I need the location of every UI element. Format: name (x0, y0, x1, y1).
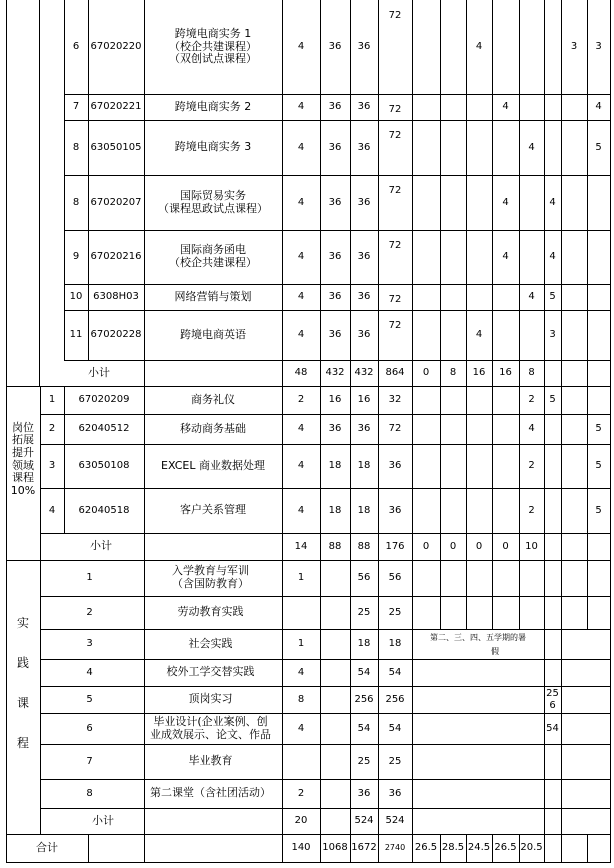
practice-cell: 36 (388, 504, 402, 516)
practice-cell: 32 (388, 394, 402, 406)
theory-cell: 36 (357, 101, 371, 113)
term-hours: 4 (528, 141, 535, 153)
row-number: 4 (86, 666, 93, 678)
subtotal-term: 0 (449, 540, 457, 552)
credit-cell (282, 744, 320, 779)
course-name (139, 686, 282, 713)
course-name (144, 230, 282, 284)
term-hours: 5 (549, 394, 556, 406)
row-number: 10 (69, 291, 83, 303)
grid-line (64, 386, 65, 533)
term-hours: 5 (595, 423, 602, 435)
row-number: 5 (86, 693, 93, 705)
subtotal-practice: 524 (385, 815, 405, 827)
total-label: 合计 (36, 840, 58, 854)
term-hours: 5 (549, 291, 556, 303)
term-hours: 3 (570, 41, 578, 53)
course-name: 移动商务基础 (180, 421, 246, 435)
course-code: 6308H03 (93, 291, 139, 303)
credit-cell: 4 (297, 196, 305, 208)
text-line: 岗位 (12, 420, 34, 434)
term-hours: 4 (502, 101, 509, 113)
practice-cell: 36 (388, 460, 402, 472)
practice-cell: 72 (388, 320, 402, 331)
hours-cell: 36 (328, 101, 342, 113)
row-number: 8 (72, 141, 80, 153)
practice-cell: 72 (388, 240, 402, 251)
subtotal-hours: 88 (328, 540, 342, 552)
practice-cell: 56 (388, 572, 402, 584)
grid-line (64, 230, 611, 231)
course-code: 67020221 (90, 101, 142, 113)
credit-cell (282, 596, 320, 629)
credit-cell: 4 (297, 722, 305, 734)
grid-line (64, 175, 611, 176)
subtotal-term: 8 (528, 367, 535, 379)
text-line: 入学教育与军训 (172, 564, 249, 578)
credit-cell: 4 (297, 460, 305, 472)
subtotal-label: 小计 (92, 813, 114, 827)
grid-line (40, 560, 41, 834)
theory-cell: 18 (357, 460, 371, 472)
text-line: 毕业设计(企业案例、创 (153, 714, 268, 728)
subtotal-term: 16 (472, 367, 486, 379)
theory-cell: 36 (357, 423, 371, 435)
grid-line (64, 120, 611, 121)
grid-line (350, 0, 351, 862)
term-hours: 4 (528, 291, 535, 303)
credit-cell: 4 (297, 504, 305, 516)
course-name (139, 779, 282, 808)
total-term: 24.5 (467, 842, 491, 854)
grid-line (64, 284, 611, 285)
grid-line (40, 414, 611, 415)
grid-line (88, 834, 89, 862)
theory-cell: 36 (357, 141, 371, 153)
term-hours: 4 (595, 101, 602, 113)
subtotal-practice: 176 (385, 540, 405, 552)
hours-cell: 36 (328, 423, 342, 435)
subtotal-term: 0 (475, 540, 483, 552)
term-hours: 4 (475, 41, 483, 53)
grid-line (40, 629, 611, 630)
credit-cell: 4 (297, 423, 305, 435)
hours-cell: 36 (328, 291, 342, 303)
text-line: 6 (549, 699, 556, 711)
theory-cell: 256 (354, 693, 374, 705)
practice-cell: 256 (385, 693, 405, 705)
term-hours: 4 (502, 196, 509, 208)
text-line: 跨境电商英语 (180, 327, 246, 341)
grid-line (440, 834, 441, 862)
grid-line (378, 0, 379, 862)
term-hours: 3 (549, 329, 556, 341)
credit-cell: 4 (297, 666, 305, 678)
total-hours: 1068 (322, 842, 348, 854)
practice-cell: 25 (388, 606, 402, 618)
row-number: 7 (86, 755, 93, 767)
text-line: （双创试点课程） (169, 52, 257, 66)
grid-line (64, 94, 611, 95)
subtotal-term: 0 (502, 540, 509, 552)
practice-cell: 36 (388, 787, 402, 799)
total-term: 26.5 (494, 842, 517, 854)
grid-line (39, 0, 40, 386)
credit-cell: 4 (297, 41, 305, 53)
theory-cell: 36 (357, 291, 371, 303)
subtotal-term: 16 (499, 367, 512, 379)
text-line: 践 (16, 656, 29, 671)
practice-cell: 72 (388, 423, 402, 435)
credit-cell: 1 (297, 572, 305, 584)
course-name: 商务礼仪 (191, 392, 235, 406)
text-line: 校外工学交替实践 (166, 665, 255, 679)
course-code: 62040512 (78, 423, 130, 435)
text-line: 业成效展示、论文、作品 (150, 727, 271, 741)
hours-cell: 36 (328, 329, 342, 341)
text-line: 提升 (12, 445, 34, 459)
summer-note-2: 假 (491, 647, 499, 657)
text-line: 跨境电商实务 3 (174, 140, 252, 154)
subtotal-theory: 88 (357, 540, 371, 552)
course-name (139, 713, 282, 744)
text-line: （课程思政试点课程） (158, 201, 268, 215)
subtotal-term: 8 (449, 367, 457, 379)
subtotal-credit: 20 (294, 815, 308, 827)
section-title-c (6, 560, 40, 808)
subtotal-term: 0 (422, 367, 430, 379)
subtotal-label: 小计 (90, 539, 112, 553)
course-code: 63050105 (90, 141, 142, 153)
grid-line (492, 834, 493, 862)
course-name (139, 629, 282, 659)
row-number: 3 (86, 638, 93, 650)
term-hours: 4 (502, 251, 509, 263)
grid-line (320, 0, 321, 862)
hours-cell: 18 (328, 504, 342, 516)
row-number: 9 (72, 251, 80, 263)
theory-cell: 36 (357, 196, 371, 208)
text-line: 程 (16, 735, 29, 750)
grid-line (40, 744, 611, 745)
course-name (144, 175, 282, 230)
text-line: 10% (10, 483, 36, 497)
practice-cell: 25 (388, 755, 402, 767)
course-code: 67020209 (78, 394, 130, 406)
grid-line (144, 0, 145, 862)
grid-line (40, 488, 611, 489)
total-term: 20.5 (520, 842, 543, 854)
credit-cell: 2 (297, 394, 305, 406)
grid-line (64, 360, 611, 361)
grid-line (40, 533, 611, 534)
hours-cell: 36 (328, 196, 342, 208)
term-hours: 4 (528, 423, 535, 435)
row-number: 2 (86, 606, 93, 618)
text-line: 劳动教育实践 (177, 605, 244, 619)
subtotal-hours: 432 (325, 367, 345, 379)
course-name (144, 284, 282, 310)
subtotal-label: 小计 (88, 365, 110, 379)
section-title-b (6, 386, 40, 533)
total-term: 26.5 (414, 842, 438, 854)
term-hours: 3 (595, 41, 602, 53)
course-code: 63050108 (78, 460, 130, 472)
row-number: 8 (72, 196, 80, 208)
text-line: （校企共建课程） (169, 256, 257, 269)
course-code: 67020216 (90, 251, 142, 263)
course-name (144, 120, 282, 175)
subtotal-term: 0 (422, 540, 430, 552)
subtotal-credit: 48 (294, 367, 308, 379)
text-line: 课程 (12, 471, 34, 485)
text-line: 第二课堂（含社团活动） (150, 786, 271, 800)
practice-cell: 18 (388, 638, 402, 650)
row-number: 4 (48, 504, 56, 516)
grid-line (40, 686, 611, 687)
credit-cell: 4 (297, 141, 305, 153)
subtotal-theory: 432 (354, 367, 374, 379)
text-line: 国际贸易实务 (180, 188, 246, 202)
hours-cell: 36 (328, 41, 342, 53)
grid-line (40, 444, 611, 445)
term-hours: 5 (595, 460, 602, 472)
outer-left-border (6, 0, 7, 862)
grid-line (40, 713, 611, 714)
practice-cell: 72 (388, 130, 402, 141)
practice-cell: 72 (388, 294, 402, 305)
row-number: 3 (48, 460, 56, 472)
text-line: 领域 (12, 458, 34, 472)
hours-cell: 36 (328, 141, 342, 153)
grid-line (40, 808, 611, 809)
internship-term (544, 686, 561, 713)
course-code: 62040518 (78, 504, 130, 516)
subtotal-credit: 14 (294, 540, 308, 552)
course-code: 67020207 (90, 196, 142, 208)
text-line: 实 (16, 616, 29, 631)
grid-line (6, 560, 611, 561)
total-credit: 140 (291, 842, 311, 854)
text-line: 跨境电商实务 2 (174, 99, 252, 113)
grid-line (6, 386, 611, 387)
row-number: 8 (86, 787, 93, 799)
term-hours: 4 (549, 251, 556, 263)
grid-line (88, 0, 89, 360)
grid-line (544, 834, 545, 862)
text-line: 课 (16, 696, 29, 710)
text-line: 顶岗实习 (188, 692, 233, 706)
total-theory: 1672 (351, 842, 377, 854)
theory-cell: 18 (357, 504, 371, 516)
row-number: 6 (72, 41, 80, 53)
text-line: （含国防教育） (172, 577, 249, 590)
practice-cell: 72 (388, 104, 402, 115)
credit-cell: 4 (297, 291, 305, 303)
theory-cell: 18 (357, 638, 371, 650)
practice-cell: 54 (388, 722, 402, 734)
row-number: 7 (72, 101, 80, 113)
credit-cell: 4 (297, 101, 305, 113)
course-name (144, 310, 282, 360)
course-name (144, 94, 282, 120)
text-line: 国际商务函电 (180, 243, 246, 257)
theory-cell: 36 (357, 329, 371, 341)
row-number: 6 (86, 722, 93, 734)
subtotal-practice: 864 (385, 367, 405, 379)
theory-cell: 56 (357, 572, 371, 584)
credit-cell: 1 (297, 638, 305, 650)
theory-cell: 36 (357, 787, 371, 799)
term-hours: 5 (595, 141, 602, 153)
hours-cell: 16 (328, 394, 342, 406)
grid-line (6, 834, 611, 835)
row-number: 1 (48, 394, 56, 406)
subtotal-theory: 524 (354, 815, 374, 827)
course-name (139, 560, 282, 596)
hours-cell: 18 (328, 460, 342, 472)
course-name: EXCEL 商业数据处理 (161, 458, 265, 472)
practice-cell: 72 (388, 185, 402, 196)
course-name (139, 744, 282, 779)
grid-line (40, 659, 611, 660)
course-name: 客户关系管理 (180, 503, 246, 517)
course-code: 67020228 (90, 329, 142, 341)
theory-cell: 25 (357, 606, 371, 618)
summer-note: 第二、三、四、五学期的暑 (430, 633, 526, 643)
text-line: 毕业教育 (188, 754, 233, 768)
theory-cell: 16 (357, 394, 371, 406)
row-number: 11 (69, 329, 83, 341)
grid-line (412, 0, 413, 862)
theory-cell: 54 (357, 722, 371, 734)
grid-line (64, 0, 65, 360)
course-name (139, 659, 282, 686)
term-hours: 4 (549, 196, 556, 208)
theory-cell: 36 (357, 41, 371, 53)
grid-line (40, 596, 611, 597)
practice-cell: 54 (388, 666, 402, 678)
course-name (139, 596, 282, 629)
grid-line (6, 862, 611, 863)
term-hours: 4 (475, 329, 483, 341)
row-number: 2 (48, 423, 56, 435)
total-term: 28.5 (441, 842, 465, 854)
credit-cell: 2 (297, 787, 305, 799)
row-number: 1 (86, 572, 93, 584)
total-practice: 2740 (384, 843, 406, 853)
grid-line (466, 834, 467, 862)
grid-line (64, 310, 611, 311)
text-line: 社会实践 (188, 636, 233, 650)
term-hours: 2 (528, 394, 535, 406)
credit-cell: 4 (297, 329, 305, 341)
course-name (144, 0, 282, 94)
credit-cell: 4 (297, 251, 305, 263)
outer-right-border (610, 0, 611, 862)
term-hours: 2 (528, 504, 535, 516)
grid-line (519, 834, 520, 862)
credit-cell: 8 (297, 693, 305, 705)
text-line: 拓展 (12, 433, 34, 447)
grid-line (561, 834, 562, 862)
term-hours: 5 (595, 504, 602, 516)
grid-line (40, 779, 611, 780)
theory-cell: 36 (357, 251, 371, 263)
course-code: 67020220 (90, 41, 142, 53)
graduation-term: 54 (546, 722, 559, 734)
theory-cell: 54 (357, 666, 371, 678)
practice-cell: 72 (388, 10, 402, 21)
term-hours: 2 (528, 460, 535, 472)
subtotal-term: 10 (525, 540, 538, 552)
text-line: 网络营销与策划 (174, 289, 252, 303)
grid-line (587, 834, 588, 862)
grid-line (282, 0, 283, 862)
text-line: （校企共建课程） (169, 39, 257, 53)
text-line: 25 (546, 688, 559, 699)
hours-cell: 36 (328, 251, 342, 263)
text-line: 跨境电商实务 1 (174, 27, 252, 41)
theory-cell: 25 (357, 755, 371, 767)
